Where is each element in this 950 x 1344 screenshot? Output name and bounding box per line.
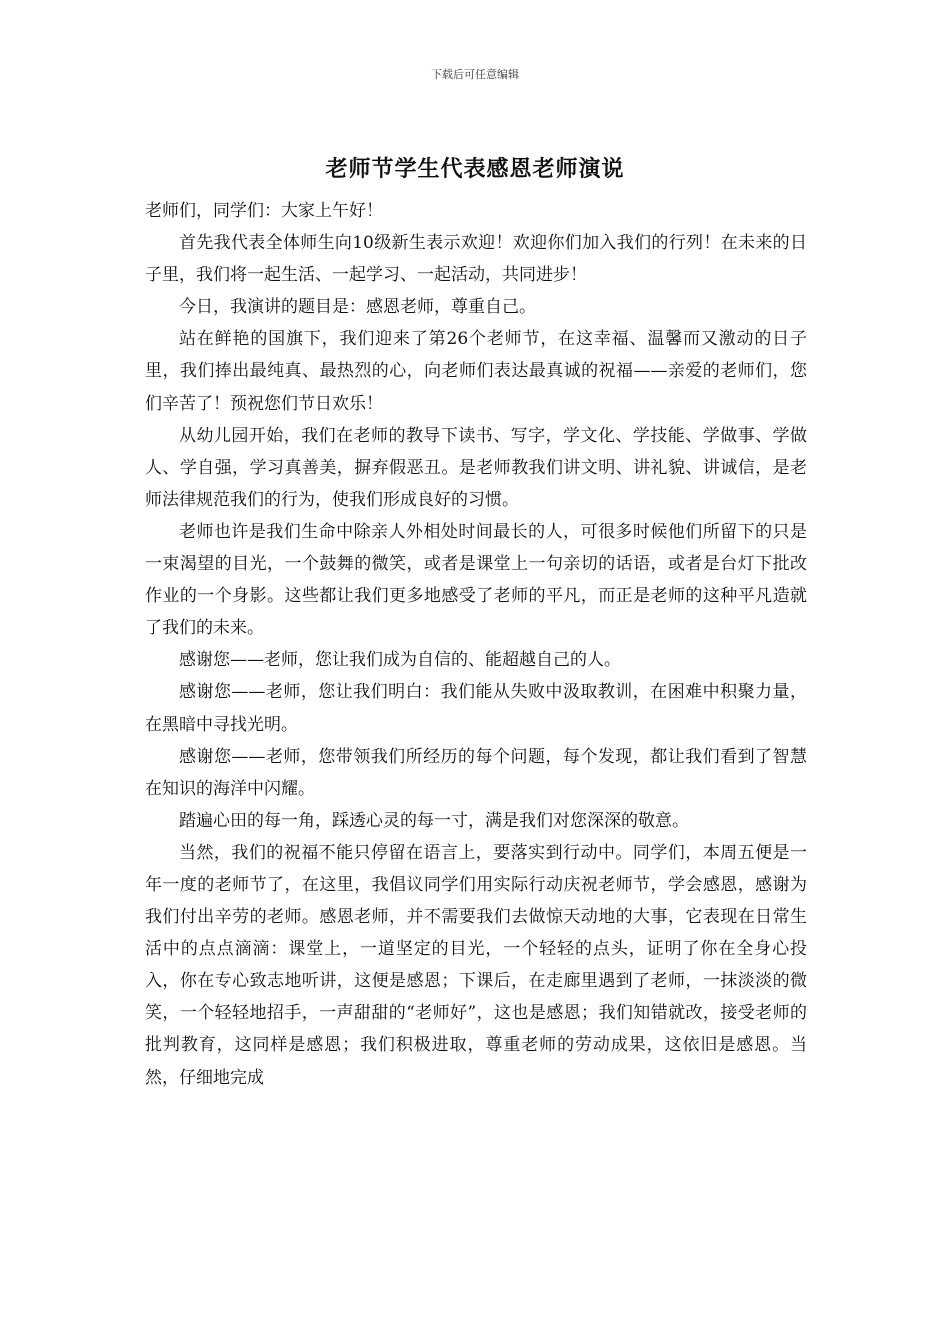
paragraph-thanks-confidence: 感谢您——老师，您让我们成为自信的、能超越自己的人。 [179, 650, 621, 671]
paragraph-teachers-day: 站在鲜艳的国旗下，我们迎来了第26个老师节，在这幸福、温馨而又激动的日子里，我们捧出最纯真、最热烈的心，向老师们表达最真诚的祝福——亲爱的老师们，您们辛苦了！预祝您们节日欢乐！ [145, 329, 807, 414]
paragraph-teacher-companion: 老师也许是我们生命中除亲人外相处时间最长的人，可很多时候他们所留下的只是一束渴望的目光，一个鼓舞的微笑，或者是课堂上一句亲切的话语，或者是台灯下批改作业的一个身影。这些都让我们更多地感受了老师的平凡，而正是老师的这种平凡造就了我们的未来。 [145, 521, 807, 639]
paragraph-thanks-wisdom: 感谢您——老师，您带领我们所经历的每个问题，每个发现，都让我们看到了智慧在知识的海洋中闪耀。 [145, 746, 807, 799]
document-body [145, 195, 807, 1094]
page-header-note: 下载后可任意编辑 [431, 68, 519, 81]
paragraph-welcome: 首先我代表全体师生向10级新生表示欢迎！欢迎你们加入我们的行列！在未来的日子里，我们将一起生活、一起学习、一起活动，共同进步！ [145, 233, 807, 286]
paragraph-topic: 今日，我演讲的题目是：感恩老师，尊重自己。 [179, 297, 536, 318]
document-title: 老师节学生代表感恩老师演说 [325, 156, 625, 182]
greeting-line: 老师们，同学们：大家上午好！ [145, 201, 383, 221]
paragraph-respect: 踏遍心田的每一角，踩透心灵的每一寸，满是我们对您深深的敬意。 [179, 810, 689, 831]
paragraph-thanks-lessons: 感谢您——老师，您让我们明白：我们能从失败中汲取教训，在困难中积聚力量，在黑暗中寻找光明。 [145, 682, 807, 735]
paragraph-kindergarten: 从幼儿园开始，我们在老师的教导下读书、写字，学文化、学技能、学做事、学做人、学自强，学习真善美，摒弃假恶丑。是老师教我们讲文明、讲礼貌、讲诚信，是老师法律规范我们的行为，使我们形成良好的习惯。 [145, 425, 807, 510]
paragraph-action: 当然，我们的祝福不能只停留在语言上，要落实到行动中。同学们，本周五便是一年一度的老师节了，在这里，我倡议同学们用实际行动庆祝老师节，学会感恩，感谢为我们付出辛劳的老师。感恩老师，并不需要我们去做惊天动地的大事，它表现在日常生活中的点点滴滴：课堂上，一道坚定的目光，一个轻轻的点头，证明了你在全身心投入，你在专心致志地听讲，这便是感恩；下课后，在走廊里遇到了老师，一抹淡淡的微笑，一个轻轻地招手，一声甜甜的“老师好”，这也是感恩；我们知错就改，接受老师的批判教育，这同样是感恩；我们积极进取，尊重老师的劳动成果，这依旧是感恩。当然，仔细地完成 [145, 842, 807, 1088]
